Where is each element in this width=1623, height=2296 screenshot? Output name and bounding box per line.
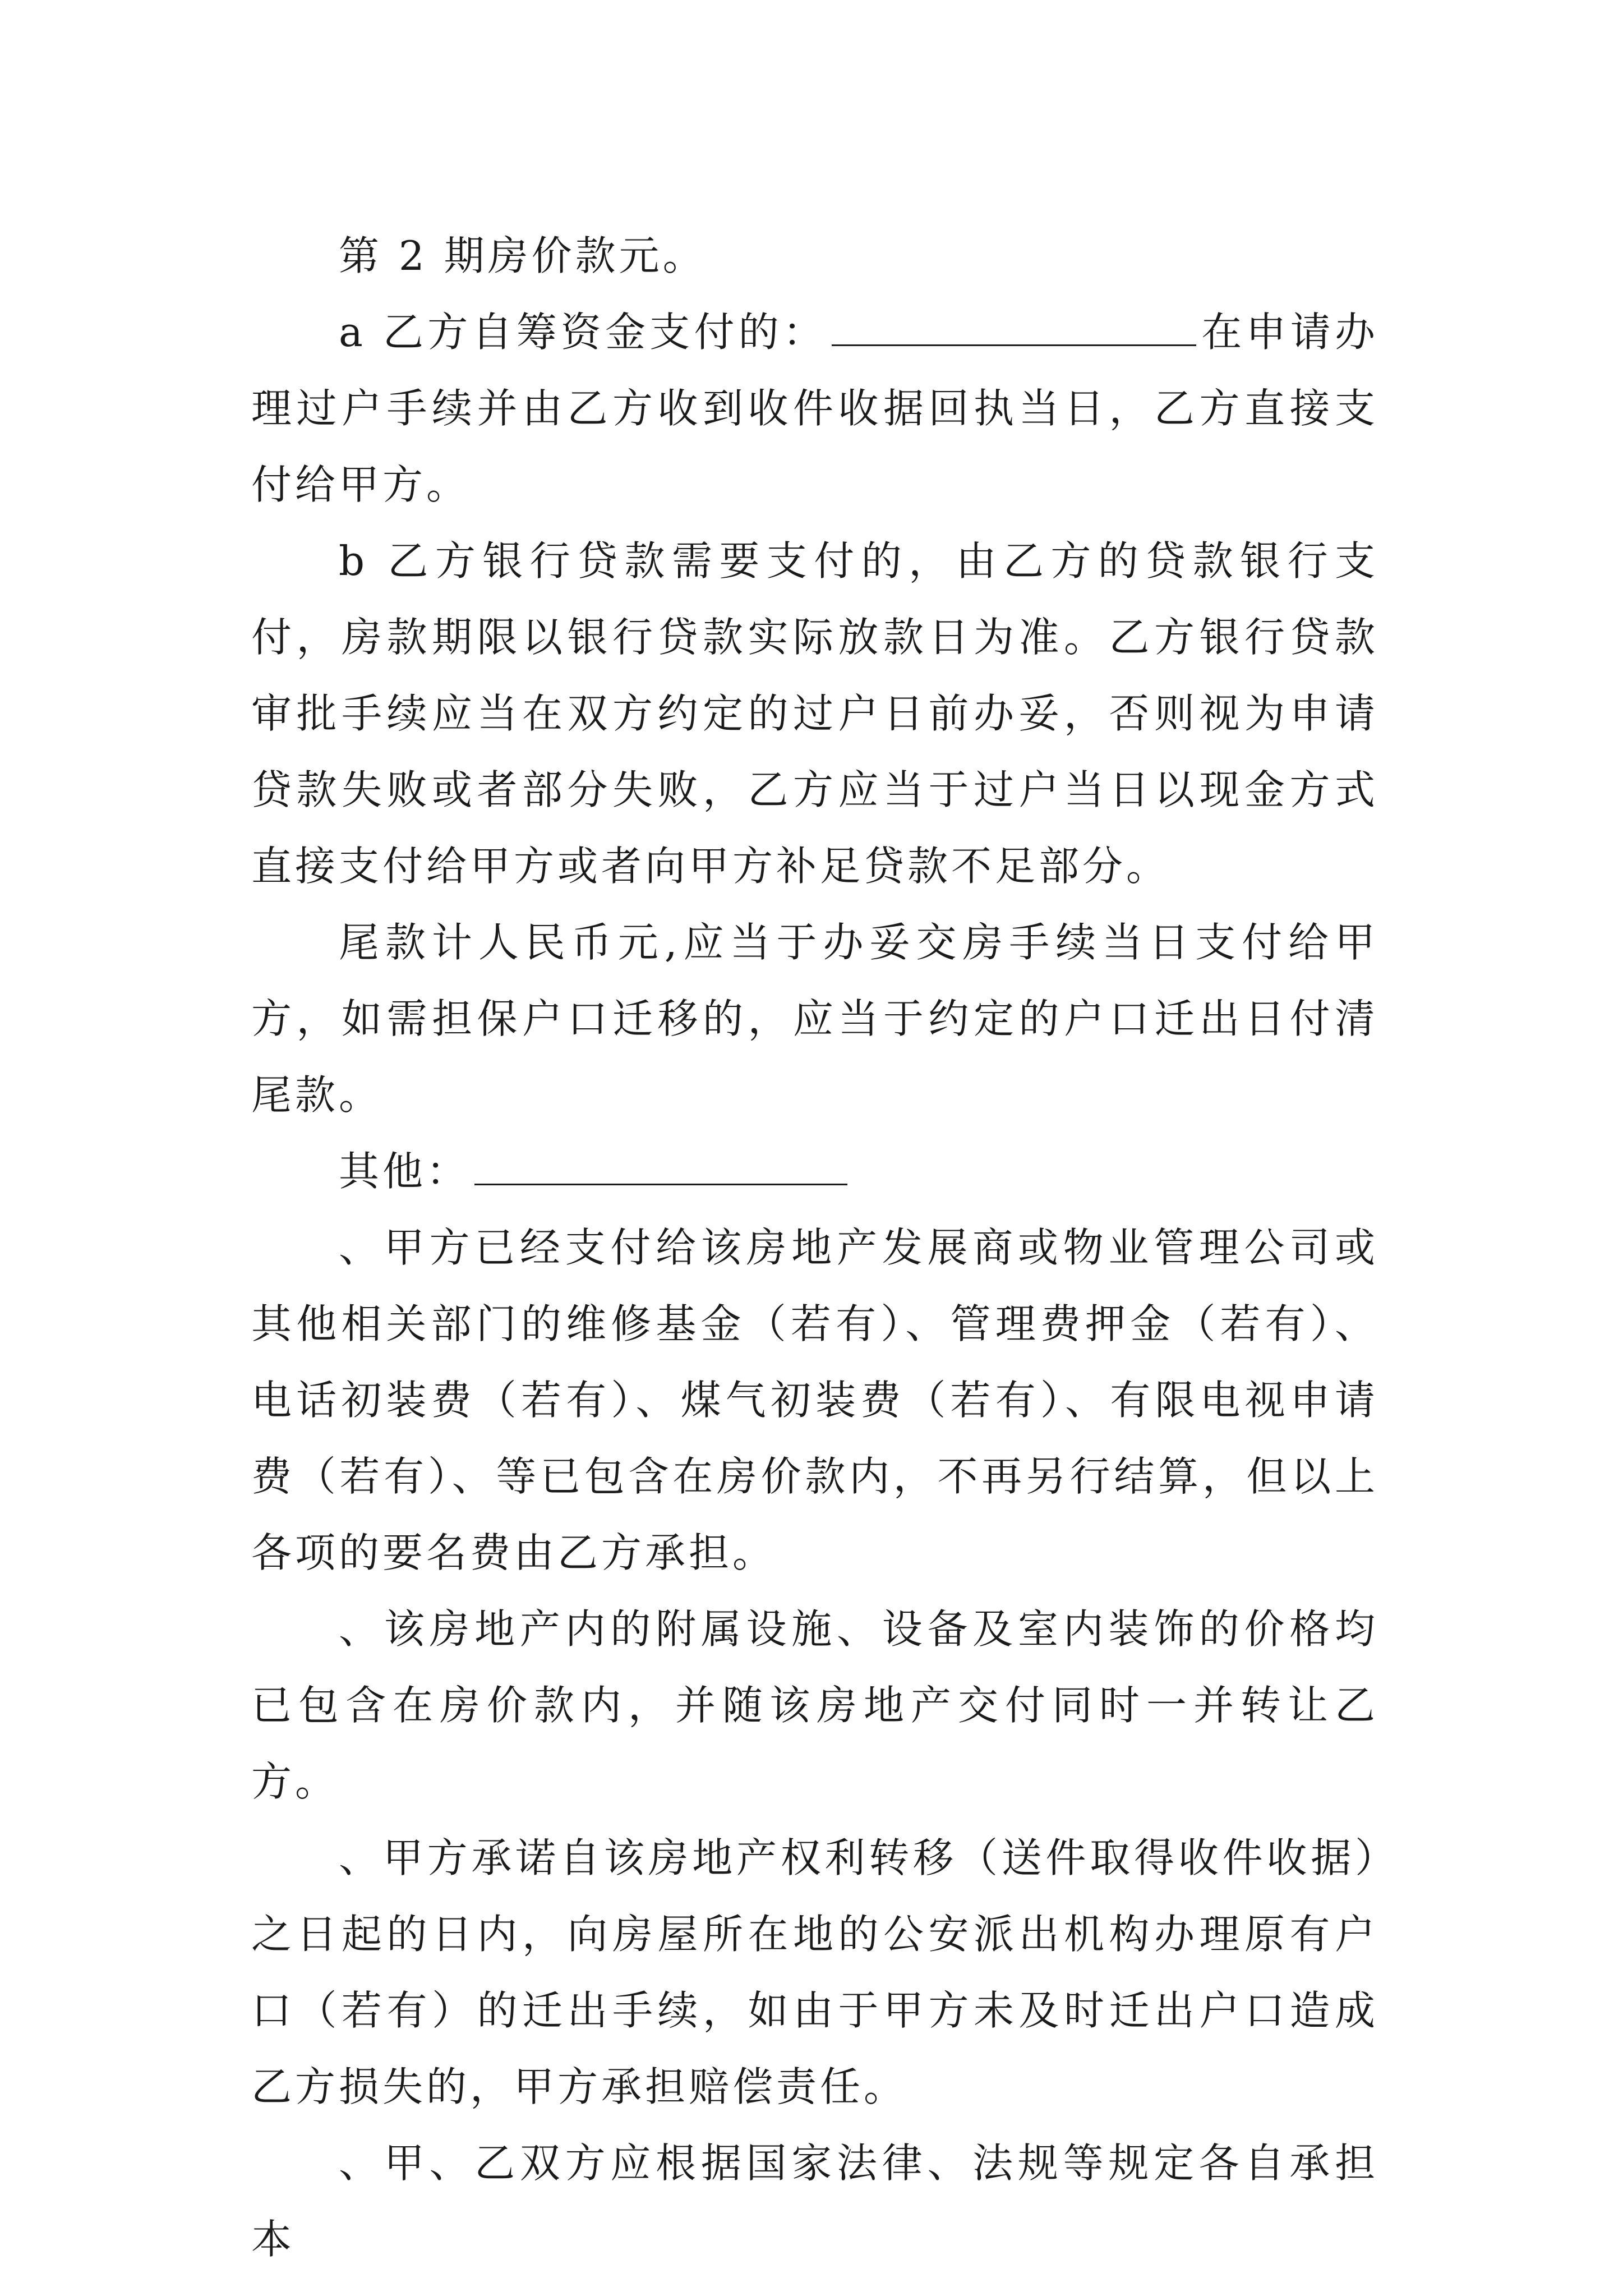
paragraph-text: 其他： [339, 1148, 471, 1195]
paragraph-text: 第 2 期房价款元。 [339, 232, 707, 279]
paragraph-other [251, 1133, 1378, 1209]
paragraph-text: 、该房地产内的附属设施、设备及室内装饰的价格均已包含在房价款内，并随该房地产交付同时一并转让乙方。 [251, 1605, 1378, 1805]
paragraph-installment-2 [251, 218, 1378, 294]
paragraph-fees-included [251, 1209, 1378, 1591]
paragraph-legal-obligations [251, 2125, 1378, 2277]
paragraph-final-payment [251, 904, 1378, 1133]
paragraph-household-registration [251, 1820, 1378, 2125]
paragraph-text: 、甲、乙双方应根据国家法律、法规等规定各自承担本 [251, 2139, 1378, 2263]
paragraph-text: b 乙方银行贷款需要支付的，由乙方的贷款银行支付，房款期限以银行贷款实际放款日为准。乙方银行贷款审批手续应当在双方约定的过户日前办妥，否则视为申请贷款失败或者部分失败，乙方应当于过户当日以现金方式直接支付给甲方或者向甲方补足贷款不足部分。 [251, 537, 1378, 890]
paragraph-text: 、甲方已经支付给该房地产发展商或物业管理公司或其他相关部门的维修基金（若有）、管理费押金（若有）、电话初装费（若有）、煤气初装费（若有）、有限电视申请费（若有）、等已包含在房价款内，不再另行结算，但以上各项的要名费由乙方承担。 [251, 1224, 1378, 1576]
document-body [251, 218, 1378, 2277]
paragraph-text-lead: a 乙方自筹资金支付的： [339, 309, 828, 356]
paragraph-self-funded-payment [251, 294, 1378, 523]
paragraph-fixtures-included [251, 1591, 1378, 1820]
paragraph-text-rest: 在申请办理过户手续并由乙方收到收件收据回执当日，乙方直接支付给甲方。 [251, 309, 1378, 508]
fill-in-blank[interactable] [832, 311, 1196, 346]
paragraph-bank-loan-payment [251, 523, 1378, 904]
paragraph-text: 、甲方承诺自该房地产权利转移（送件取得收件收据）之日起的日内，向房屋所在地的公安派出机构办理原有户口（若有）的迁出手续，如由于甲方未及时迁出户口造成乙方损失的，甲方承担赔偿责任。 [251, 1834, 1378, 2110]
fill-in-blank[interactable] [474, 1150, 847, 1185]
paragraph-text: 尾款计人民币元,应当于办妥交房手续当日支付给甲方，如需担保户口迁移的，应当于约定的户口迁出日付清尾款。 [251, 919, 1378, 1119]
